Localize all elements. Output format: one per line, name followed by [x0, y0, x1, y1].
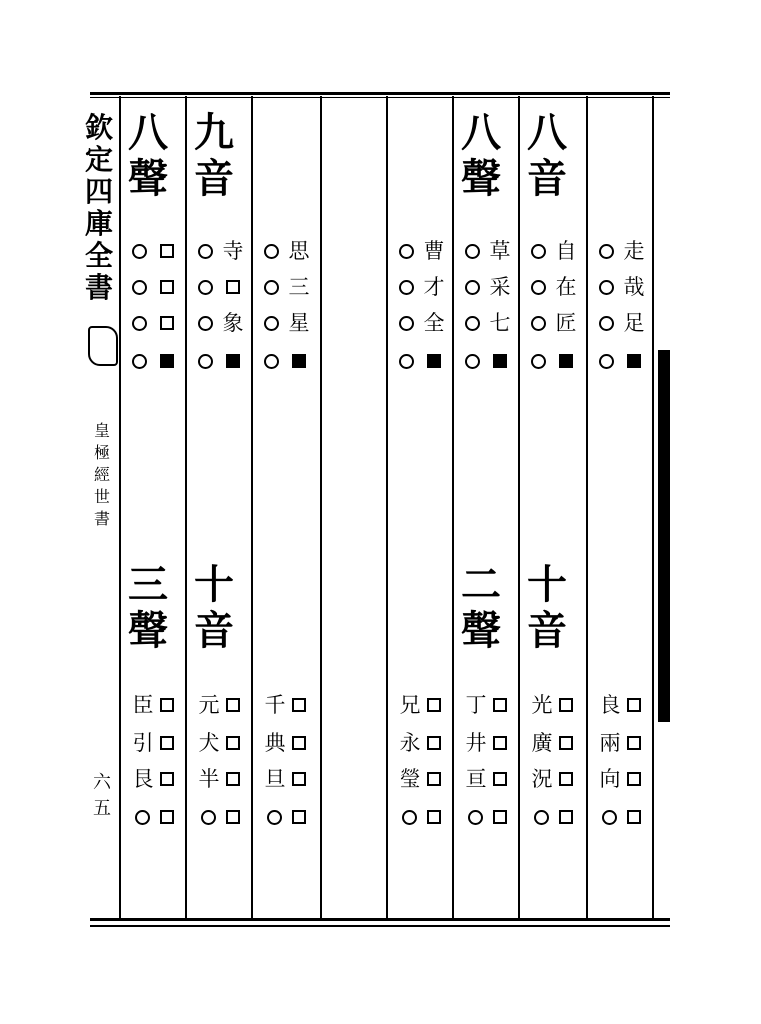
- filled-block-marker: [292, 354, 306, 368]
- page-number: 六五: [93, 772, 111, 819]
- column-heading-bottom: 十 音: [527, 561, 567, 654]
- rhyme-character: 臣: [132, 693, 154, 717]
- column-heading-top: 九 音: [194, 109, 234, 202]
- empty-box-marker: [559, 772, 573, 786]
- rhyme-character: 曹: [423, 239, 445, 263]
- rhyme-character: 哉: [623, 275, 645, 299]
- rhyme-character: 兄: [399, 693, 421, 717]
- empty-box-marker: [226, 698, 240, 712]
- column-heading-top: 八 聲: [128, 109, 168, 202]
- filled-block-marker: [427, 354, 441, 368]
- book-title: 欽定四庫全書: [84, 111, 113, 304]
- empty-box-marker: [627, 810, 641, 824]
- empty-box-marker: [627, 736, 641, 750]
- circle-marker: [465, 244, 480, 259]
- column-rule: [320, 96, 322, 918]
- circle-marker: [135, 810, 150, 825]
- empty-box-marker: [160, 810, 174, 824]
- column-heading-top: 八 音: [527, 109, 567, 202]
- filled-block-marker: [160, 354, 174, 368]
- rhyme-character: 亘: [465, 767, 487, 791]
- rhyme-character: 半: [198, 767, 220, 791]
- circle-marker: [465, 316, 480, 331]
- circle-marker: [599, 316, 614, 331]
- empty-box-marker: [226, 280, 240, 294]
- circle-marker: [132, 354, 147, 369]
- circle-marker: [264, 280, 279, 295]
- rhyme-character: 星: [288, 311, 310, 335]
- rhyme-character: 永: [399, 731, 421, 755]
- empty-box-marker: [160, 316, 174, 330]
- circle-marker: [399, 280, 414, 295]
- rhyme-character: 千: [264, 693, 286, 717]
- rhyme-character: 在: [555, 275, 577, 299]
- rhyme-character: 犬: [198, 731, 220, 755]
- rhyme-character: 七: [489, 311, 511, 335]
- empty-box-marker: [226, 736, 240, 750]
- rhyme-character: 引: [132, 731, 154, 755]
- rhyme-character: 草: [489, 239, 511, 263]
- rhyme-character: 匠: [555, 311, 577, 335]
- bottom-border-inner: [90, 925, 670, 927]
- top-border-inner: [90, 97, 670, 98]
- circle-marker: [399, 244, 414, 259]
- empty-box-marker: [226, 810, 240, 824]
- rhyme-character: 井: [465, 731, 487, 755]
- circle-marker: [198, 354, 213, 369]
- empty-box-marker: [160, 244, 174, 258]
- rhyme-character: 走: [623, 239, 645, 263]
- rhyme-character: 采: [489, 275, 511, 299]
- column-rule: [251, 96, 253, 918]
- column-heading-bottom: 二 聲: [461, 561, 501, 654]
- circle-marker: [531, 244, 546, 259]
- column-rule: [452, 96, 454, 918]
- column-rule: [185, 96, 187, 918]
- circle-marker: [602, 810, 617, 825]
- empty-box-marker: [427, 698, 441, 712]
- empty-box-marker: [292, 736, 306, 750]
- empty-box-marker: [160, 698, 174, 712]
- empty-box-marker: [427, 810, 441, 824]
- circle-marker: [399, 316, 414, 331]
- rhyme-character: 寺: [222, 239, 244, 263]
- circle-marker: [468, 810, 483, 825]
- empty-box-marker: [493, 772, 507, 786]
- empty-box-marker: [627, 772, 641, 786]
- empty-box-marker: [559, 810, 573, 824]
- circle-marker: [465, 354, 480, 369]
- empty-box-marker: [493, 736, 507, 750]
- circle-marker: [402, 810, 417, 825]
- rhyme-character: 兩: [599, 731, 621, 755]
- column-rule: [652, 96, 654, 918]
- column-heading-bottom: 三 聲: [128, 561, 168, 654]
- circle-marker: [531, 316, 546, 331]
- column-rule: [119, 96, 121, 918]
- rhyme-character: 況: [531, 767, 553, 791]
- empty-box-marker: [292, 698, 306, 712]
- circle-marker: [132, 244, 147, 259]
- circle-marker: [198, 280, 213, 295]
- rhyme-character: 廣: [531, 731, 553, 755]
- rhyme-character: 丁: [465, 693, 487, 717]
- fishtail-ornament: [88, 326, 118, 366]
- rhyme-character: 旦: [264, 767, 286, 791]
- rhyme-character: 才: [423, 275, 445, 299]
- rhyme-character: 艮: [132, 767, 154, 791]
- filled-block-marker: [226, 354, 240, 368]
- rhyme-character: 自: [555, 239, 577, 263]
- empty-box-marker: [226, 772, 240, 786]
- empty-box-marker: [160, 772, 174, 786]
- column-rule: [386, 96, 388, 918]
- circle-marker: [132, 316, 147, 331]
- right-margin-bar: [658, 350, 670, 722]
- column-heading-bottom: 十 音: [194, 561, 234, 654]
- rhyme-character: 向: [599, 767, 621, 791]
- rhyme-character: 元: [198, 693, 220, 717]
- circle-marker: [599, 280, 614, 295]
- empty-box-marker: [627, 698, 641, 712]
- circle-marker: [531, 280, 546, 295]
- bottom-border: [90, 918, 670, 921]
- book-subtitle: 皇極經世書: [93, 421, 110, 528]
- empty-box-marker: [292, 810, 306, 824]
- column-rule: [586, 96, 588, 918]
- circle-marker: [198, 244, 213, 259]
- rhyme-character: 足: [623, 311, 645, 335]
- top-border: [90, 92, 670, 95]
- circle-marker: [534, 810, 549, 825]
- circle-marker: [264, 244, 279, 259]
- column-rule: [518, 96, 520, 918]
- circle-marker: [399, 354, 414, 369]
- empty-box-marker: [160, 280, 174, 294]
- rhyme-character: 全: [423, 311, 445, 335]
- filled-block-marker: [493, 354, 507, 368]
- rhyme-character: 思: [288, 239, 310, 263]
- circle-marker: [599, 354, 614, 369]
- rhyme-character: 三: [288, 275, 310, 299]
- circle-marker: [198, 316, 213, 331]
- rhyme-character: 良: [599, 693, 621, 717]
- circle-marker: [531, 354, 546, 369]
- empty-box-marker: [427, 736, 441, 750]
- column-heading-top: 八 聲: [461, 109, 501, 202]
- empty-box-marker: [292, 772, 306, 786]
- empty-box-marker: [559, 736, 573, 750]
- empty-box-marker: [493, 698, 507, 712]
- circle-marker: [465, 280, 480, 295]
- rhyme-character: 瑩: [399, 767, 421, 791]
- empty-box-marker: [559, 698, 573, 712]
- filled-block-marker: [627, 354, 641, 368]
- rhyme-character: 典: [264, 731, 286, 755]
- empty-box-marker: [493, 810, 507, 824]
- circle-marker: [264, 316, 279, 331]
- rhyme-character: 象: [222, 311, 244, 335]
- empty-box-marker: [160, 736, 174, 750]
- circle-marker: [201, 810, 216, 825]
- rhyme-character: 光: [531, 693, 553, 717]
- circle-marker: [599, 244, 614, 259]
- filled-block-marker: [559, 354, 573, 368]
- circle-marker: [264, 354, 279, 369]
- circle-marker: [132, 280, 147, 295]
- empty-box-marker: [427, 772, 441, 786]
- circle-marker: [267, 810, 282, 825]
